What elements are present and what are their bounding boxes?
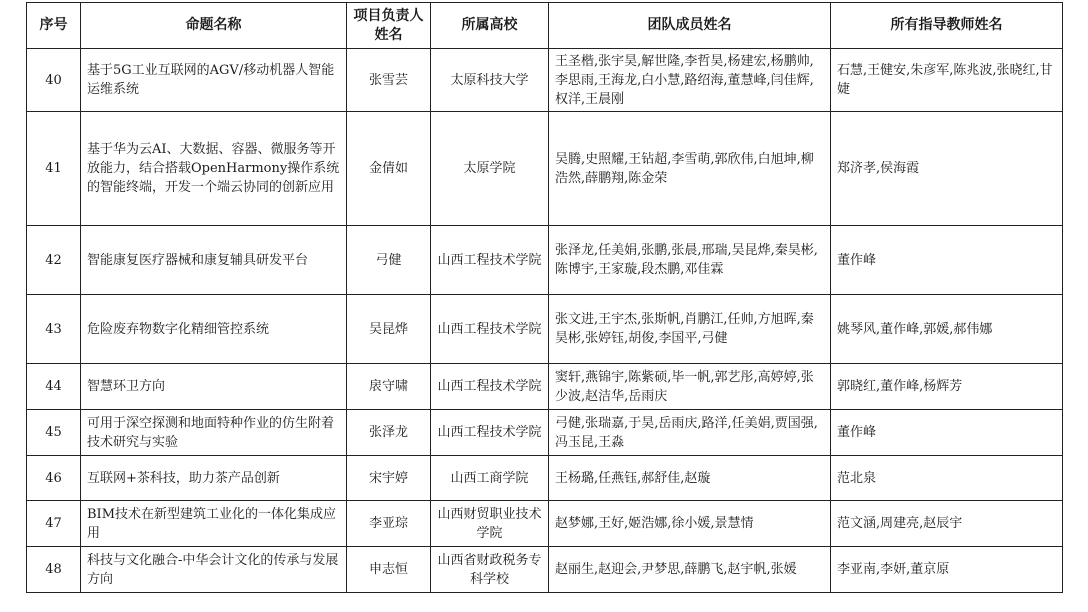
project-leader: 张雪芸: [347, 49, 431, 112]
table-row: [27, 364, 1063, 410]
table-row: [27, 226, 1063, 295]
header-members: 团队成员姓名: [549, 3, 831, 49]
row-number: 42: [27, 226, 81, 295]
project-title: 互联网+茶科技，助力茶产品创新: [81, 456, 347, 501]
team-members: 窦轩,燕锦宇,陈紫硕,毕一帆,郭艺彤,高婷婷,张少波,赵洁华,岳雨庆: [549, 364, 831, 410]
row-number: 46: [27, 456, 81, 501]
table-header-row: [27, 3, 1063, 49]
team-members: 赵梦娜,王好,姬浩娜,徐小媛,景慧情: [549, 501, 831, 547]
table-row: [27, 112, 1063, 226]
row-number: 48: [27, 547, 81, 593]
table-row: [27, 49, 1063, 112]
team-members: 吴腾,史照耀,王钻超,李雪萌,郭欣伟,白旭坤,柳浩然,薛鹏翔,陈金荣: [549, 112, 831, 226]
advisors: 董作峰: [831, 226, 1063, 295]
project-leader: 宋宇婷: [347, 456, 431, 501]
table-row: [27, 456, 1063, 501]
team-members: 王圣楷,张宇昊,解世隆,李哲昊,杨建宏,杨鹏帅,李思雨,王海龙,白小慧,路绍海,董慧峰,闫佳辉,权洋,王晨刚: [549, 49, 831, 112]
team-members: 赵丽生,赵迎会,尹梦思,薛鹏飞,赵宇帆,张媛: [549, 547, 831, 593]
school-name: 山西工程技术学院: [431, 295, 549, 364]
project-title: 智慧环卫方向: [81, 364, 347, 410]
project-leader: 申志恒: [347, 547, 431, 593]
school-name: 山西工商学院: [431, 456, 549, 501]
advisors: 郭晓红,董作峰,杨辉芳: [831, 364, 1063, 410]
table-row: [27, 547, 1063, 593]
table-row: [27, 295, 1063, 364]
project-leader: 张泽龙: [347, 410, 431, 456]
row-number: 40: [27, 49, 81, 112]
row-number: 43: [27, 295, 81, 364]
header-title: 命题名称: [81, 3, 347, 49]
header-school: 所属高校: [431, 3, 549, 49]
table-row: [27, 410, 1063, 456]
project-leader: 李亚琮: [347, 501, 431, 547]
advisors: 范文涵,周建亮,赵辰宇: [831, 501, 1063, 547]
team-members: 张文进,王宇杰,张斯帆,肖鹏江,任帅,方旭晖,秦昊彬,张婷钰,胡俊,李国平,弓健: [549, 295, 831, 364]
project-leader: 吴昆烨: [347, 295, 431, 364]
school-name: 山西工程技术学院: [431, 364, 549, 410]
project-leader: 弓健: [347, 226, 431, 295]
project-leader: 扆守啸: [347, 364, 431, 410]
school-name: 山西工程技术学院: [431, 226, 549, 295]
table-row: [27, 501, 1063, 547]
school-name: 山西省财政税务专科学校: [431, 547, 549, 593]
project-title: 基于华为云AI、大数据、容器、微服务等开放能力，结合搭载OpenHarmony操作系统的智能终端，开发一个端云协同的创新应用: [81, 112, 347, 226]
row-number: 44: [27, 364, 81, 410]
advisors: 郑济孝,侯海霞: [831, 112, 1063, 226]
row-number: 47: [27, 501, 81, 547]
advisors: 姚琴风,董作峰,郭媛,郝伟娜: [831, 295, 1063, 364]
team-members: 弓健,张瑞嘉,于昊,岳雨庆,路洋,任美娟,贾国强,冯玉昆,王淼: [549, 410, 831, 456]
row-number: 41: [27, 112, 81, 226]
advisors: 李亚南,李妍,董京原: [831, 547, 1063, 593]
school-name: 山西财贸职业技术学院: [431, 501, 549, 547]
row-number: 45: [27, 410, 81, 456]
header-advisors: 所有指导教师姓名: [831, 3, 1063, 49]
school-name: 山西工程技术学院: [431, 410, 549, 456]
project-title: 智能康复医疗器械和康复辅具研发平台: [81, 226, 347, 295]
team-members: 王杨璐,任燕钰,郝舒佳,赵璇: [549, 456, 831, 501]
project-title: 基于5G工业互联网的AGV/移动机器人智能运维系统: [81, 49, 347, 112]
header-leader: 项目负责人姓名: [347, 3, 431, 49]
project-title: BIM技术在新型建筑工业化的一体化集成应用: [81, 501, 347, 547]
project-title: 危险废弃物数字化精细管控系统: [81, 295, 347, 364]
school-name: 太原科技大学: [431, 49, 549, 112]
project-title: 科技与文化融合-中华会计文化的传承与发展方向: [81, 547, 347, 593]
advisors: 范北泉: [831, 456, 1063, 501]
school-name: 太原学院: [431, 112, 549, 226]
header-no: 序号: [27, 3, 81, 49]
advisors: 董作峰: [831, 410, 1063, 456]
project-title: 可用于深空探测和地面特种作业的仿生附着技术研究与实验: [81, 410, 347, 456]
project-leader: 金倩如: [347, 112, 431, 226]
team-members: 张泽龙,任美娟,张鹏,张晨,邢瑞,吴昆烨,秦昊彬,陈博宇,王家璇,段杰鹏,邓佳霖: [549, 226, 831, 295]
advisors: 石慧,王健安,朱彦军,陈兆波,张晓红,甘婕: [831, 49, 1063, 112]
projects-table: [26, 2, 1063, 593]
